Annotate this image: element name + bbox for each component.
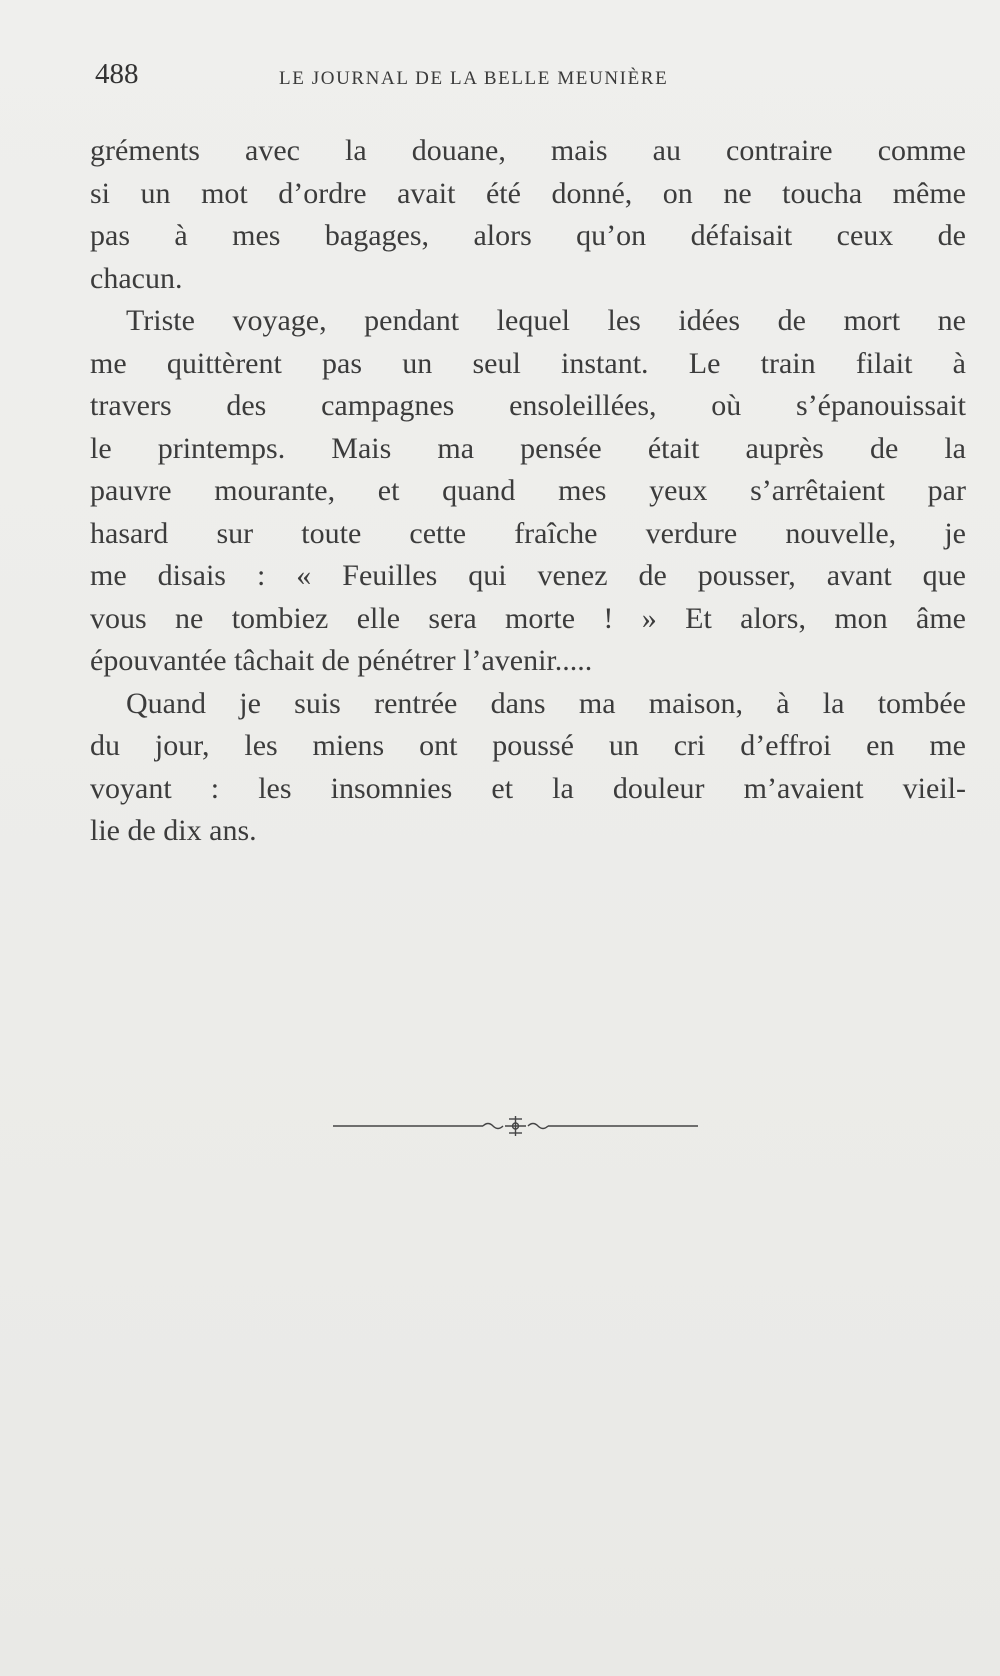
fleuron-divider-icon (333, 1114, 698, 1138)
paragraph-1 (90, 130, 966, 300)
text-line: chacun. (90, 261, 183, 295)
text-line: du jour, les miens ont poussé un cri d’effroi en me (90, 729, 966, 762)
text-line: voyant : les insomnies et la douleur m’avaient vieil- (90, 771, 966, 805)
text-line: Quand je suis rentrée dans ma maison, à la tombée (126, 686, 966, 720)
page-number: 488 (95, 58, 139, 90)
paragraph-3 (90, 683, 966, 853)
text-line: épouvantée tâchait de pénétrer l’avenir..... (90, 644, 593, 677)
text-line: pauvre mourante, et quand mes yeux s’arrêtaient par (90, 474, 966, 507)
text-line: me disais : « Feuilles qui venez de pousser, avant que (90, 559, 966, 592)
text-line: lie de dix ans. (90, 814, 257, 847)
paragraph-2 (90, 300, 966, 683)
running-head: LE JOURNAL DE LA BELLE MEUNIÈRE (279, 68, 669, 89)
text-line: pas à mes bagages, alors qu’on défaisait ceux de (90, 219, 966, 252)
body-text (90, 130, 966, 853)
text-line: le printemps. Mais ma pensée était auprès de la (90, 431, 966, 465)
text-line: travers des campagnes ensoleillées, où s’épanouissait (90, 389, 966, 422)
text-line: si un mot d’ordre avait été donné, on ne toucha même (90, 176, 966, 210)
text-line: Triste voyage, pendant lequel les idées de mort ne (126, 304, 966, 337)
text-line: vous ne tombiez elle sera morte ! » Et alors, mon âme (90, 601, 966, 635)
page-header (95, 58, 965, 98)
text-line: me quittèrent pas un seul instant. Le train filait à (90, 346, 966, 380)
text-line: gréments avec la douane, mais au contraire comme (90, 134, 966, 167)
text-line: hasard sur toute cette fraîche verdure nouvelle, je (90, 516, 966, 550)
